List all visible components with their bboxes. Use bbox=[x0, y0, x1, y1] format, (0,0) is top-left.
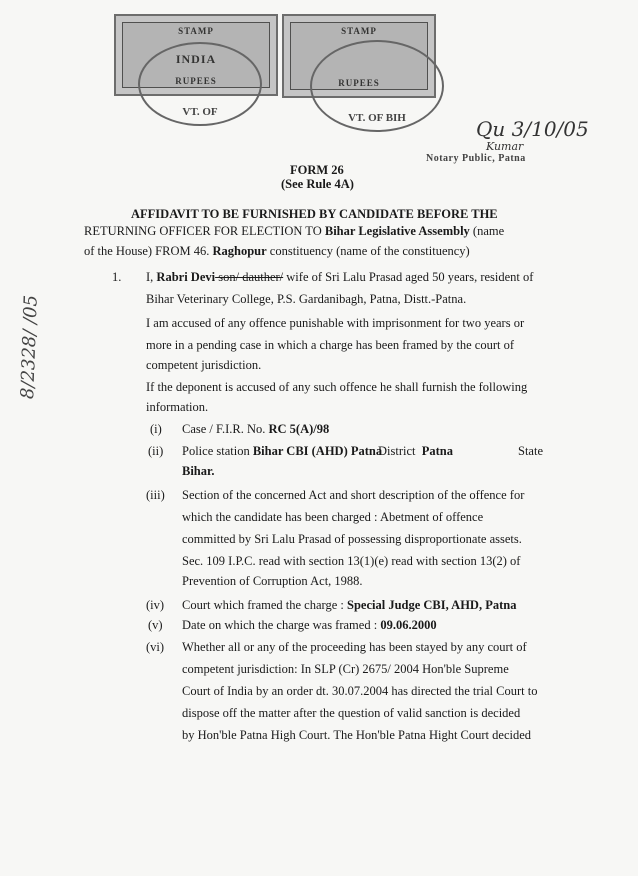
district-value: Patna bbox=[421, 444, 453, 458]
seal-right bbox=[310, 40, 444, 132]
para1-line5: competent jurisdiction. bbox=[146, 358, 262, 372]
stamp-left-line1: STAMP bbox=[178, 26, 214, 36]
affidavit-heading: AFFIDAVIT TO BE FURNISHED BY CANDIDATE BEFORE THE bbox=[131, 207, 498, 221]
item-iii-number: (iii) bbox=[146, 488, 165, 502]
item-i-text bbox=[182, 422, 329, 436]
stamp-left-line2: INDIA bbox=[175, 52, 217, 66]
form-rule: (See Rule 4A) bbox=[281, 177, 354, 191]
item-iv-text bbox=[182, 598, 516, 612]
item-iii-line1: Section of the concerned Act and short description of the offence for bbox=[182, 488, 525, 502]
item-iii-line3: committed by Sri Lalu Prasad of possessing disproportionate assets. bbox=[182, 532, 522, 546]
item-v-text bbox=[182, 618, 437, 632]
para1-line3: I am accused of any offence punishable with imprisonment for two years or bbox=[146, 316, 525, 330]
para1-line7: information. bbox=[146, 400, 209, 414]
item-ii-number: (ii) bbox=[148, 444, 164, 458]
candidate-name: Rabri Devi bbox=[156, 270, 216, 284]
item-i-number: (i) bbox=[150, 422, 162, 436]
court-name: Special Judge CBI, AHD, Patna bbox=[347, 598, 517, 612]
item-iii-line4: Sec. 109 I.P.C. read with section 13(1)(e) read with section 13(2) of bbox=[182, 554, 521, 568]
form-title: FORM 26 bbox=[290, 163, 344, 177]
para1-l1a: I, bbox=[146, 270, 157, 284]
para1-struck-text: son/ dauther/ bbox=[215, 270, 284, 284]
item-vi-line3: Court of India by an order dt. 30.07.2004 has directed the trial Court to bbox=[182, 684, 538, 698]
item-iv-number: (iv) bbox=[146, 598, 165, 612]
charge-date: 09.06.2000 bbox=[380, 618, 437, 632]
state-label: State bbox=[518, 444, 543, 458]
police-station: Bihar CBI (AHD) Patna bbox=[252, 444, 383, 458]
item-v-label: Date on which the charge was framed : bbox=[182, 618, 381, 632]
item-vi-number: (vi) bbox=[146, 640, 165, 654]
margin-note: 8/2328/ /05 bbox=[17, 294, 42, 400]
para1-l1d: wife of Sri Lalu Prasad aged 50 years, resident of bbox=[283, 270, 534, 284]
form-line3a: of the House) FROM 46. bbox=[84, 244, 213, 258]
item-iii-line2: which the candidate has been charged : Abetment of offence bbox=[182, 510, 484, 524]
para1-number: 1. bbox=[112, 270, 122, 284]
item-ii-label: Police station bbox=[182, 444, 253, 458]
stamp-left-line3: RUPEES bbox=[175, 76, 217, 86]
item-iii-line5: Prevention of Corruption Act, 1988. bbox=[182, 574, 363, 588]
item-vi-line2: competent jurisdiction: In SLP (Cr) 2675/ 2004 Hon'ble Supreme bbox=[182, 662, 509, 676]
item-vi-line4: dispose off the matter after the question of valid sanction is decided bbox=[182, 706, 521, 720]
item-ii-district bbox=[378, 444, 453, 458]
constituency-name: Raghopur bbox=[212, 244, 267, 258]
state-value: Bihar. bbox=[182, 464, 215, 478]
para1-line2: Bihar Veterinary College, P.S. Gardanibagh, Patna, Distt.-Patna. bbox=[146, 292, 467, 306]
item-vi-line1: Whether all or any of the proceeding has been stayed by any court of bbox=[182, 640, 527, 654]
item-iv-label: Court which framed the charge : bbox=[182, 598, 347, 612]
item-i-label: Case / F.I.R. No. bbox=[182, 422, 269, 436]
notary-title: Notary Public, Patna bbox=[426, 153, 526, 164]
notary-name: Kumar bbox=[486, 140, 524, 153]
district-label: District bbox=[378, 444, 419, 458]
stamp-right-line2: RUPEES bbox=[338, 78, 380, 88]
form-line3c: constituency (name of the constituency) bbox=[266, 244, 470, 258]
para1-line1 bbox=[146, 270, 533, 284]
stamp-right-line1: STAMP bbox=[341, 26, 377, 36]
seal-right-text: VT. OF BIH bbox=[348, 112, 406, 124]
item-vi-line5: by Hon'ble Patna High Court. The Hon'ble Patna Hight Court decided bbox=[182, 728, 532, 742]
para1-line6: If the deponent is accused of any such offence he shall furnish the following bbox=[146, 380, 528, 394]
form-line2a: RETURNING OFFICER FOR ELECTION TO bbox=[84, 224, 325, 238]
para1-line4: more in a pending case in which a charge has been framed by the court of bbox=[146, 338, 515, 352]
item-v-number: (v) bbox=[148, 618, 163, 632]
house-name: Bihar Legislative Assembly bbox=[324, 224, 470, 238]
form-line3 bbox=[84, 244, 470, 258]
notary-signature: Qu 3/10/05 bbox=[476, 117, 589, 141]
item-ii-text bbox=[182, 444, 382, 458]
form-line2 bbox=[84, 224, 504, 238]
form-line2c: (name bbox=[469, 224, 505, 238]
seal-left bbox=[138, 42, 262, 126]
case-number: RC 5(A)/98 bbox=[268, 422, 330, 436]
seal-left-text: VT. OF bbox=[182, 106, 218, 118]
